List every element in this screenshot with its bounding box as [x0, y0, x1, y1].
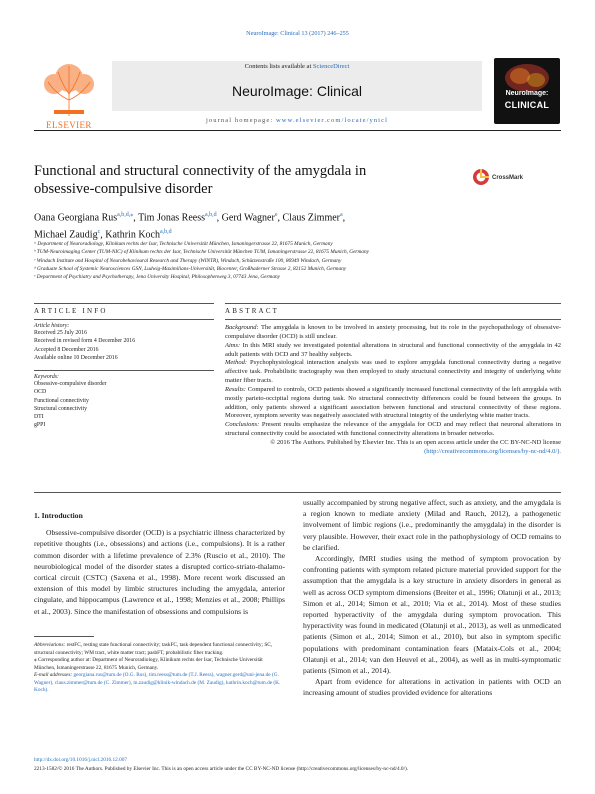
aims-label: Aims: — [225, 341, 241, 349]
background-text: The amygdala is known to be involved in anxiety processing, but its role in the psychopathology of obsessive-compulsive disorder (OCD) is still unclear. — [225, 324, 561, 340]
abbrev-label: Abbreviations: — [34, 642, 66, 648]
footnotes — [34, 642, 285, 695]
journal-name: NeuroImage: Clinical — [232, 83, 362, 99]
author-affiliation-marker[interactable]: a,b,d — [205, 212, 217, 218]
body-right-column — [303, 497, 561, 699]
keyword-item: Obsessive-compulsive disorder — [34, 381, 107, 387]
journal-homepage-line — [112, 117, 482, 124]
author-separator: , — [216, 212, 222, 224]
author-separator: , — [277, 212, 283, 224]
keywords-title: Keywords: — [34, 374, 59, 380]
elsevier-tree-logo — [34, 60, 104, 118]
abstract-aims — [225, 342, 561, 360]
history-list — [34, 329, 214, 362]
intro-paragraph-3: Accordingly, fMRI studies using the method of symptom provocation by confronting patients with symptom related picture material provided support for the assumption that the amygdala is a key structure in anxiety disorders in general as well as across OCD symptom dimensions (Breiter et al., 1996; Olatunji et al., 2013; Simon et al., 2014; Simon et al., 2010; Via et al., 2014). Most of these studies reported hyperactivity of the amygdala during symptom provocation. This hyperactivity was found in medicated (Olatunji et al., 2013), as well as unmedicated patients (Simon et al., 2014; Simon et al., 2010), but also in symptom specific populations with predominant contamination fears (Mataix-Cols et al., 2004; Olatunji et al., 2014; van den Heuvel et al., 2004), as well as in multi-symptomatic patients (Simon et al., 2014). — [303, 554, 561, 676]
author-name: Kathrin Koch — [105, 229, 160, 241]
affiliation-list — [34, 240, 561, 281]
intro-paragraph-2: usually accompanied by strong negative affect, such as anxiety, and the amygdala is a region known to mediate anxiety (Milad and Rauch, 2012), a pathogenetic involvement of limbic regions (i.e., predominantly the amygdala) in the disorder is very plausible. However, their exact role in the pathophysiology of OCD remains to be clarified. — [303, 498, 561, 552]
results-text: Compared to controls, OCD patients showed a significantly increased functional connectivity of the left amygdala with mostly parieto-occipital regions during task. No structural connectivity differences could be found between the groups. In addition, only patients showed a significant association between functional and structural connectivity of these regions. Moreover, symptom severity was negatively associated with structural integrity of the underlying white matter tracts. — [225, 385, 561, 420]
section-heading-introduction: 1. Introduction — [34, 511, 83, 520]
keyword-list — [34, 380, 214, 430]
history-item: Received 25 July 2016 — [34, 330, 87, 336]
copyright-line: © 2016 The Authors. Published by Elsevier Inc. This is an open access article under the CC BY-NC-ND license — [270, 438, 561, 446]
intro-paragraph-4: Apart from evidence for alterations in activation in patients with OCD an increasing amount of studies provided evidence for alterations — [303, 677, 561, 698]
keyword-item: Structural connectivity — [34, 405, 87, 412]
intro-paragraph-1: Obsessive-compulsive disorder (OCD) is a psychiatric illness characterized by repetitive thoughts (i.e., obsessions) and actions (i.e., compulsions). It is a rather common disorder with a lifetime prevalence of 2.3% (Ruscio et al., 2010). The neurobiological model of the disorder states a disrupted cortico-striato-thalamo-cortical circuit (CSTC) (Saxena et al., 1998). More recent work discussed an extension of this model by limbic structures including the amygdala, anterior cingulate, and hippocampus (Lawrence et al., 1998; Menzies et al., 2008; Phillips et al., 2003). Since the manifestation of obsessions and compulsions is — [34, 528, 285, 616]
article-info — [34, 323, 214, 362]
crossmark-label[interactable]: CrossMark — [492, 175, 524, 181]
affiliation-item: ᵇ TUM-Neuroimaging Center (TUM-NIC) of Klinikum rechts der Isar, Technische Universität München TUM, Ismaningerstrasse 22, 81675 Munich, Germany — [34, 249, 369, 256]
cover-title-line1: NeuroImage: — [505, 90, 549, 97]
elsevier-wordmark: ELSEVIER — [46, 120, 92, 130]
abstract-bottom-rule — [34, 492, 561, 493]
homepage-link[interactable]: www.elsevier.com/locate/ynicl — [276, 117, 388, 124]
affiliation-item: ᵈ Graduate School of Systemic Neurosciences GSN, Ludwig-Maximilians-Universität, Biocenter, Großhaderner Strasse 2, 82152 Munich, Germany — [34, 265, 347, 272]
article-info-top-rule — [34, 303, 214, 304]
license-link[interactable]: (http://creativecommons.org/licenses/by-nc-nd/4.0/). — [424, 447, 561, 455]
affiliation-item: ᶜ Windach Institute and Hospital of Neurobehavioural Research and Therapy (WINTR), Windach, Schützenstraße 100, 86949 Windach, Germany — [34, 257, 342, 264]
title-line-1: Functional and structural connectivity of the amygdala in — [34, 163, 367, 179]
history-item: Accepted 8 December 2016 — [34, 346, 99, 353]
article-title — [34, 162, 474, 198]
abstract-mid-rule — [225, 319, 561, 320]
issn-license-line: 2213-1582/© 2016 The Authors. Published by Elsevier Inc. This is an open access article under the CC BY-NC-ND license (http://creativecommons.org/licenses/by-nc-nd/4.0/). — [34, 766, 409, 772]
author-name: Gerd Wagner — [221, 212, 275, 224]
author-line-1 — [34, 208, 561, 225]
author-name: Tim Jonas Reess — [138, 212, 205, 224]
author-affiliation-marker[interactable]: e — [274, 212, 278, 218]
author-separator: , — [342, 212, 346, 224]
keywords-block — [34, 374, 214, 430]
corresponding-author-footnote: ⁎ Corresponding author at: Department of Neuroradiology, Klinikum rechts der Isar, Technische Universität München, Ismaningerstrasse 22, 81675 Munich, Germany. — [34, 657, 263, 671]
contents-prefix: Contents lists available at — [244, 63, 313, 70]
author-separator: , — [133, 212, 139, 224]
title-line-2: obsessive-compulsive disorder — [34, 181, 213, 197]
email-label: E-mail addresses: — [34, 672, 73, 678]
author-name: Oana Georgiana Rus — [34, 212, 118, 224]
crossmark-icon[interactable] — [472, 168, 490, 186]
article-info-mid-rule — [34, 319, 214, 320]
author-affiliation-marker[interactable]: a,b,d — [159, 229, 172, 236]
conclusions-label: Conclusions: — [225, 421, 260, 429]
author-name: Claus Zimmer — [282, 212, 340, 224]
contents-line — [112, 63, 482, 70]
keyword-item: gPPI — [34, 422, 46, 429]
keyword-item: OCD — [34, 389, 47, 396]
abstract-background — [225, 324, 561, 342]
abstract-conclusions — [225, 421, 561, 439]
article-info-heading: ARTICLE INFO — [34, 307, 108, 315]
journal-reference[interactable]: NeuroImage: Clinical 13 (2017) 246–255 — [246, 30, 349, 37]
author-affiliation-marker[interactable]: a — [340, 212, 343, 218]
abstract-top-rule — [225, 303, 561, 304]
author-name: Michael Zaudig — [34, 229, 98, 241]
keyword-item: Functional connectivity — [34, 397, 89, 404]
method-text: Psychophysiological interaction analysis was used to explore amygdala functional connectivity during a negative affective task. Probabilistic tractography was then employed to study structural connectivity and integrity of underlying white matter fiber tracts. — [225, 359, 561, 385]
affiliation-item: ᵃ Department of Neuroradiology, Klinikum rechts der Isar, Technische Universität München, Ismaningerstrasse 22, 81675 Munich, Germany — [34, 241, 333, 247]
doi-link[interactable]: http://dx.doi.org/10.1016/j.nicl.2016.12.007 — [34, 757, 128, 763]
author-list — [34, 208, 561, 243]
conclusions-text: Present results emphasize the relevance of the amygdala for OCD and may reflect that neuronal alterations in structural connectivity could be associated with functional connectivity alterations in broader networks. — [225, 421, 561, 438]
author-affiliation-marker[interactable]: c — [97, 229, 101, 236]
abstract-method — [225, 359, 561, 386]
homepage-label: journal homepage: — [206, 117, 276, 124]
sciencedirect-link[interactable]: ScienceDirect — [312, 63, 350, 70]
method-label: Method: — [225, 359, 248, 367]
history-item: Available online 10 December 2016 — [34, 354, 118, 361]
abstract-results — [225, 386, 561, 421]
abbrev-text: restFC, resting state functional connectivity; taskFC, task dependent functional connectivity; SC, structural connectivity; WM tract, white matter tract; pasbFT, probabilistic fiber tracking. — [34, 642, 273, 656]
email-addresses[interactable]: georgiana.rus@tum.de (O.G. Rus), tim.reess@tum.de (T.J. Reess), wagner.gerd@uni-jena.de (G. Wagner), claus.zimmer@tum.de (C. Zimmer), m.zaudig@klinik-windach.de (M. Zaudig), kathrin.koch@tum.de (K. Koch). — [34, 672, 281, 693]
author-affiliation-marker[interactable]: a,b,d,⁎ — [117, 212, 134, 218]
header-divider — [34, 130, 561, 131]
author-separator: , — [100, 229, 106, 241]
aims-text: In this MRI study we investigated potential alterations in structural and functional connectivity of the amygdala in 42 adult patients with OCD and 37 healthy subjects. — [225, 341, 561, 358]
keyword-item: DTI — [34, 414, 44, 421]
background-label: Background: — [225, 324, 259, 331]
history-item: Received in revised form 4 December 2016 — [34, 338, 136, 345]
cover-title-line2: CLINICAL — [504, 100, 550, 110]
body-left-column — [34, 510, 285, 617]
abstract-body — [225, 324, 561, 457]
results-label: Results: — [225, 385, 246, 393]
footnote-rule — [34, 636, 94, 637]
history-title: Article history: — [34, 323, 70, 329]
abstract-heading: ABSTRACT — [225, 307, 280, 315]
abbreviations-footnote — [34, 642, 285, 657]
email-footnote — [34, 672, 285, 695]
affiliation-item: ᵉ Department of Psychiatry and Psychotherapy, Jena University Hospital, Philosophenweg 3, 07743 Jena, Germany — [34, 274, 281, 281]
keywords-rule — [34, 370, 214, 371]
